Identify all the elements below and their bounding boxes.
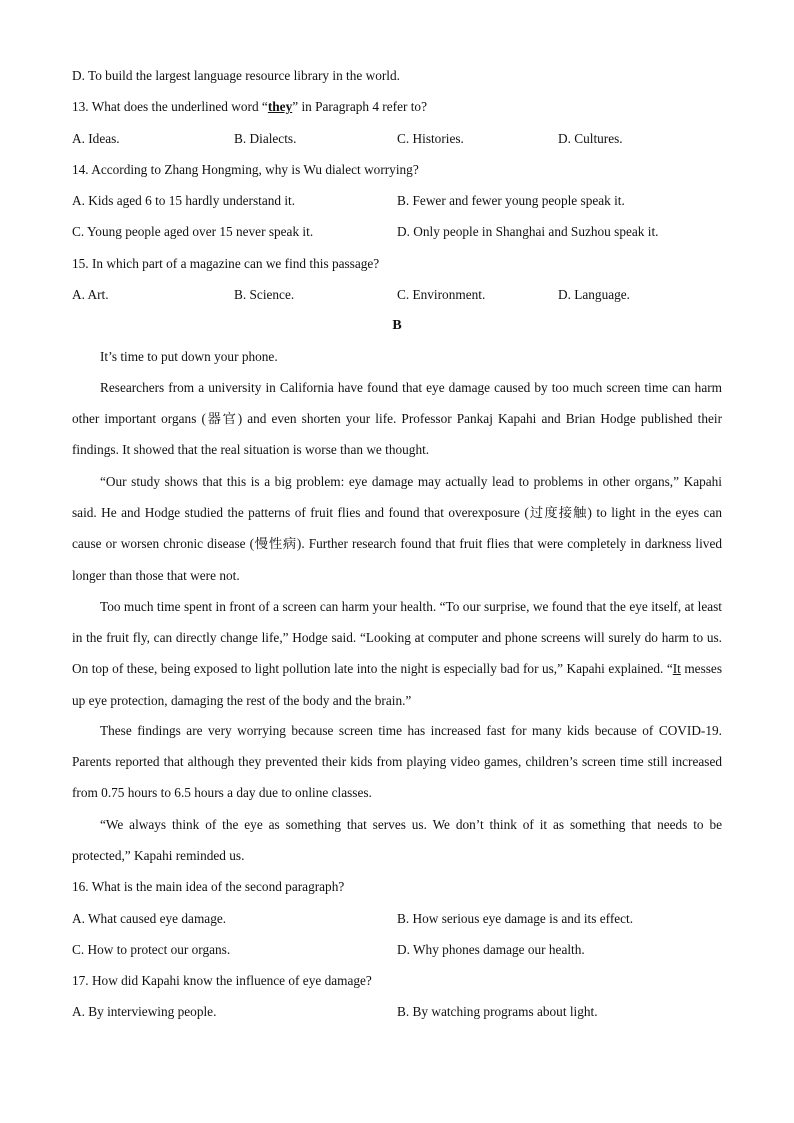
passage-paragraph-6	[72, 809, 722, 871]
passage-p1-text: It’s time to put down your phone.	[100, 349, 278, 364]
section-b-heading: B	[392, 318, 402, 333]
q17-option-b: B. By watching programs about light.	[397, 1004, 598, 1019]
q13-option-c: C. Histories.	[397, 131, 464, 146]
q12-option-d: D. To build the largest language resource library in the world.	[72, 68, 400, 83]
q16-question: 16. What is the main idea of the second paragraph?	[72, 879, 345, 894]
passage-paragraph-3	[72, 466, 722, 591]
passage-paragraph-4	[72, 591, 722, 716]
q15-option-a: A. Art.	[72, 287, 109, 302]
q13-question	[72, 99, 427, 115]
q15-question: 15. In which part of a magazine can we find this passage?	[72, 256, 380, 271]
q15-option-d: D. Language.	[558, 287, 630, 302]
q16-option-b: B. How serious eye damage is and its effect.	[397, 911, 634, 926]
passage-paragraph-5	[72, 715, 722, 809]
q13-option-b: B. Dialects.	[234, 131, 297, 146]
q16-option-d: D. Why phones damage our health.	[397, 942, 585, 957]
q16-option-a: A. What caused eye damage.	[72, 911, 227, 926]
q16-option-c: C. How to protect our organs.	[72, 942, 231, 957]
passage-p4-text-b: messes up eye protection, damaging the rest of the body and the brain.”	[72, 661, 722, 708]
passage-p3-text: “Our study shows that this is a big problem: eye damage may actually lead to problems in other organs,” Kapahi said. He and Hodge studied the patterns of fruit flies and found that overexposure (过度接触) to light in the eyes can cause or worsen chronic disease (慢性病). Further research found that fruit flies that were completely in darkness lived longer than those that were not.	[72, 474, 722, 583]
q13-option-a: A. Ideas.	[72, 131, 120, 146]
passage-p2-text: Researchers from a university in California have found that eye damage caused by too much screen time can harm other important organs (器官) and even shorten your life. Professor Pankaj Kapahi and Brian Hodge published their findings. It showed that the real situation is worse than we thought.	[72, 380, 722, 458]
q13-underlined-word: they	[267, 99, 293, 114]
q14-option-a: A. Kids aged 6 to 15 hardly understand it.	[72, 193, 296, 208]
q14-question: 14. According to Zhang Hongming, why is Wu dialect worrying?	[72, 162, 419, 177]
q14-option-d: D. Only people in Shanghai and Suzhou speak it.	[397, 224, 659, 239]
q15-option-c: C. Environment.	[397, 287, 486, 302]
passage-underlined-it: It	[672, 661, 681, 677]
q13-question-pre: 13. What does the underlined word “	[72, 99, 268, 114]
passage-p5-text: These findings are very worrying because screen time has increased fast for many kids because of COVID-19. Parents reported that although they prevented their kids from playing video games, children’s screen time still increased from 0.75 hours to 6.5 hours a day due to online classes.	[72, 723, 722, 801]
passage-p6-text: “We always think of the eye as something that serves us. We don’t think of it as something that needs to be protected,” Kapahi reminded us.	[72, 817, 722, 864]
passage-p4-text-a: Too much time spent in front of a screen can harm your health. “To our surprise, we found that the eye itself, at least in the fruit fly, can directly change life,” Hodge said. “Looking at computer and phone screens will surely do harm to us. On top of these, being exposed to light pollution late into the night is especially bad for us,” Kapahi explained. “	[72, 599, 722, 677]
q15-option-b: B. Science.	[234, 287, 295, 302]
q17-option-a: A. By interviewing people.	[72, 1004, 217, 1019]
q13-option-d: D. Cultures.	[558, 131, 623, 146]
passage-paragraph-1	[72, 341, 722, 372]
q14-option-c: C. Young people aged over 15 never speak it.	[72, 224, 314, 239]
q14-option-b: B. Fewer and fewer young people speak it.	[397, 193, 625, 208]
q13-question-post: ” in Paragraph 4 refer to?	[292, 99, 427, 114]
passage-paragraph-2	[72, 372, 722, 466]
q17-question: 17. How did Kapahi know the influence of eye damage?	[72, 973, 372, 988]
